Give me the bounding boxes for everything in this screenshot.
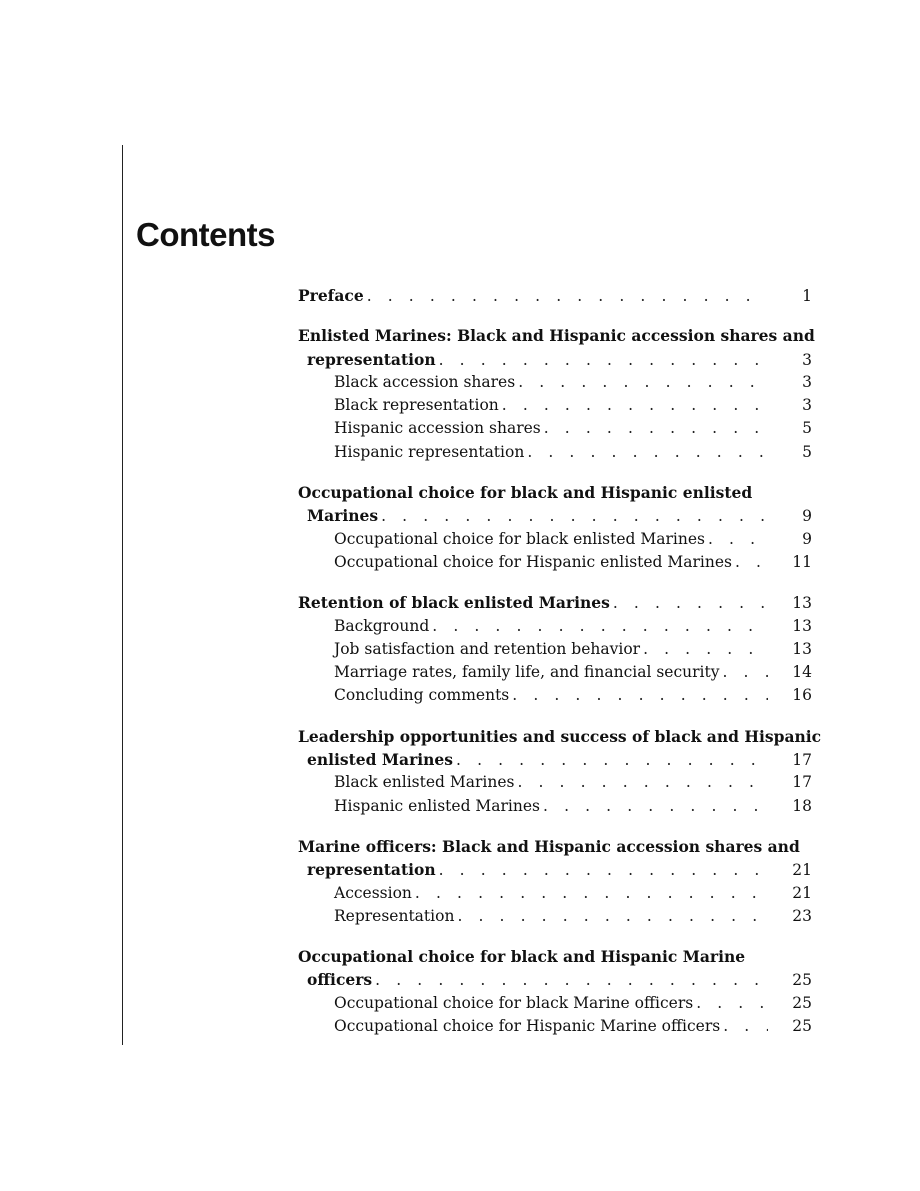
toc-page-number: 11 [792,552,812,571]
toc-subentry[interactable] [298,528,812,551]
dot-leader [375,969,768,992]
toc-page-number: 25 [792,971,812,990]
toc-page-number: 25 [792,1017,812,1036]
dot-leader [696,992,768,1015]
toc-subentry-title: Occupational choice for black Marine officers [334,993,694,1012]
toc-subentry-title: Accession [334,883,412,902]
toc-entry[interactable] [298,858,812,881]
dot-leader [643,638,768,661]
toc-page-number: 3 [802,372,812,391]
toc-entry[interactable] [298,725,822,748]
toc-subentry[interactable] [298,394,812,417]
toc-entry[interactable] [298,481,812,504]
toc-subentry[interactable] [298,684,812,707]
toc-page-number: 16 [792,686,812,705]
toc-page-number: 5 [802,419,812,438]
toc-subentry-title: Job satisfaction and retention behavior [334,639,641,658]
toc-subentry[interactable] [298,795,812,818]
dot-leader [432,615,768,638]
toc-subentry-title: Background [334,616,430,635]
toc-entry-title: officers [307,970,373,990]
toc-subentry-title: Occupational choice for Hispanic enlisted Marines [334,552,732,571]
toc-subentry[interactable] [298,771,812,794]
dot-leader [735,551,768,574]
toc-subentry[interactable] [298,417,812,440]
dot-leader [439,859,768,882]
toc-page-number: 13 [792,639,812,658]
toc-page-number: 17 [792,751,812,770]
toc-subentry[interactable] [298,551,812,574]
toc-entry[interactable] [298,835,812,858]
dot-leader [613,592,768,615]
dot-leader [723,661,769,684]
toc-page-number: 5 [802,442,812,461]
toc-page-number: 17 [792,773,812,792]
dot-leader [723,1015,768,1038]
toc-entry-title: Marines [307,506,379,526]
toc-entry-title: representation [307,860,436,880]
toc-entry-title: enlisted Marines [307,750,454,770]
toc-subentry[interactable] [298,638,812,661]
toc-section [298,945,812,1038]
dot-leader [367,285,768,308]
margin-rule [122,145,123,1045]
toc-page-number: 3 [802,350,812,369]
toc-subentry-title: Concluding comments [334,686,510,705]
toc-entry-title: Enlisted Marines: Black and Hispanic accession shares and [298,326,815,346]
toc-page-number: 9 [802,529,812,548]
toc-subentry-title: Occupational choice for Hispanic Marine officers [334,1017,721,1036]
toc-subentry[interactable] [298,661,812,684]
toc-page-number: 13 [792,594,812,613]
toc-entry-title: representation [307,349,436,369]
toc-section [298,591,812,707]
toc-entry-title: Occupational choice for black and Hispanic Marine [298,947,746,967]
toc-page-number: 13 [792,616,812,635]
toc-subentry[interactable] [298,905,812,928]
toc-subentry-title: Black enlisted Marines [334,773,515,792]
dot-leader [456,749,768,772]
toc-subentry-title: Occupational choice for black enlisted Marines [334,529,705,548]
toc-page-number: 14 [792,663,812,682]
toc-subentry-title: Black representation [334,396,499,415]
toc-page-number: 23 [792,906,812,925]
dot-leader [543,795,768,818]
toc-subentry[interactable] [298,371,812,394]
toc-subentry-title: Black accession shares [334,372,516,391]
dot-leader [512,684,768,707]
toc-page-number: 1 [802,287,812,305]
toc-subentry-title: Representation [334,906,455,925]
dot-leader [381,505,768,528]
toc-page-number: 21 [792,883,812,902]
dot-leader [708,528,768,551]
toc-page-number: 18 [792,796,812,815]
toc-section [298,481,812,574]
toc-subentry-title: Hispanic enlisted Marines [334,796,541,815]
toc-entry-title: Preface [298,286,364,305]
toc-section [298,284,812,307]
dot-leader [439,349,768,372]
toc-section [298,725,822,818]
table-of-contents [298,284,822,1055]
toc-entry[interactable] [298,348,812,371]
toc-entry[interactable] [298,284,812,307]
dot-leader [502,394,768,417]
toc-entry[interactable] [298,324,815,347]
page-title: Contents [136,216,275,253]
toc-subentry-title: Hispanic representation [334,442,525,461]
toc-subentry[interactable] [298,882,812,905]
toc-subentry-title: Hispanic accession shares [334,419,541,438]
toc-subentry[interactable] [298,441,812,464]
dot-leader [415,882,768,905]
toc-entry-title: Retention of black enlisted Marines [298,593,610,613]
dot-leader [544,417,768,440]
toc-entry[interactable] [298,591,812,614]
dot-leader [518,371,768,394]
toc-page-number: 25 [792,993,812,1012]
toc-entry-title: Marine officers: Black and Hispanic accession shares and [298,836,800,856]
toc-entry-title: Occupational choice for black and Hispanic enlisted [298,483,753,503]
toc-page-number: 21 [792,861,812,880]
toc-entry[interactable] [298,968,812,991]
dot-leader [457,905,768,928]
toc-entry[interactable] [298,504,812,527]
toc-subentry-title: Marriage rates, family life, and financial security [334,663,720,682]
toc-subentry[interactable] [298,1015,812,1038]
toc-subentry[interactable] [298,992,812,1015]
toc-page-number: 9 [802,507,812,526]
toc-subentry[interactable] [298,615,812,638]
toc-page-number: 3 [802,396,812,415]
toc-entry-title: Leadership opportunities and success of black and Hispanic [298,726,822,746]
toc-section [298,324,815,464]
toc-entry[interactable] [298,748,812,771]
toc-section [298,835,812,928]
dot-leader [517,771,768,794]
dot-leader [527,441,768,464]
toc-entry[interactable] [298,945,812,968]
